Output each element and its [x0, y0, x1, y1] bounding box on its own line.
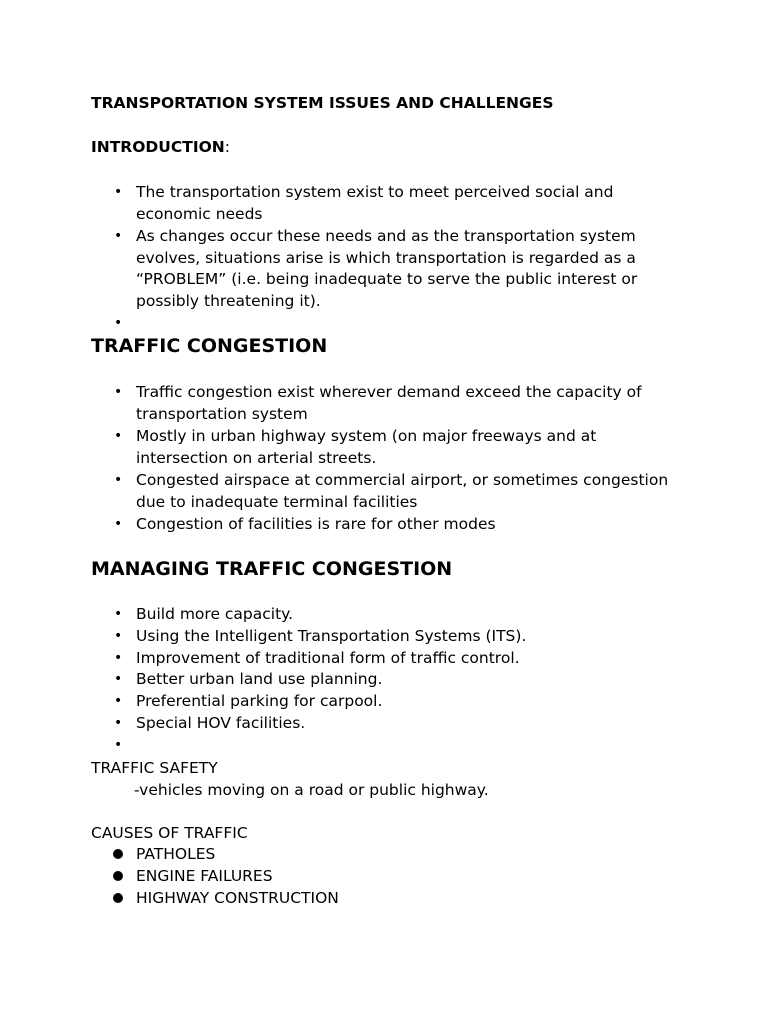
cause-item: PATHOLES [136, 845, 216, 863]
congestion-item-3-line-2: due to inadequate terminal facilities [136, 493, 418, 511]
cause-item: ENGINE FAILURES [136, 867, 273, 885]
intro-item-1-line-1: The transportation system exist to meet perceived social and [136, 183, 614, 201]
managing-item: Using the Intelligent Transportation Systems (ITS). [136, 627, 527, 645]
intro-item-2-line-4: possibly threatening it). [136, 292, 321, 310]
bullet-marker: • [114, 384, 123, 400]
bullet-marker: • [114, 428, 123, 444]
congestion-item-2-line-1: Mostly in urban highway system (on major freeways and at [136, 427, 597, 445]
traffic-safety-description: -vehicles moving on a road or public highway. [134, 781, 489, 799]
bullet-marker: • [114, 228, 123, 244]
bullet-marker: • [114, 628, 123, 644]
bullet-marker: • [114, 184, 123, 200]
empty-bullet-marker: • [114, 737, 123, 753]
congestion-item-4-line-1: Congestion of facilities is rare for other modes [136, 515, 496, 533]
congestion-item-2-line-2: intersection on arterial streets. [136, 449, 377, 467]
bullet-marker: • [114, 715, 123, 731]
bullet-marker: • [114, 516, 123, 532]
intro-item-2-line-2: evolves, situations arise is which transportation is regarded as a [136, 249, 636, 267]
bullet-marker: • [114, 472, 123, 488]
congestion-item-1-line-2: transportation system [136, 405, 308, 423]
bullet-disc-marker [113, 893, 123, 903]
traffic-congestion-heading: TRAFFIC CONGESTION [91, 335, 328, 357]
document-title: TRANSPORTATION SYSTEM ISSUES AND CHALLENGES [91, 94, 554, 112]
introduction-heading [91, 138, 230, 156]
cause-item: HIGHWAY CONSTRUCTION [136, 889, 339, 907]
intro-item-1-line-2: economic needs [136, 205, 263, 223]
managing-item: Build more capacity. [136, 605, 294, 623]
intro-item-2-line-1: As changes occur these needs and as the transportation system [136, 227, 636, 245]
managing-item: Special HOV facilities. [136, 714, 306, 732]
managing-item: Better urban land use planning. [136, 670, 383, 688]
intro-item-2-line-3: “PROBLEM” (i.e. being inadequate to serve the public interest or [136, 270, 638, 288]
bullet-marker: • [114, 650, 123, 666]
congestion-item-1-line-1: Traffic congestion exist wherever demand exceed the capacity of [136, 383, 642, 401]
managing-item: Improvement of traditional form of traffic control. [136, 649, 520, 667]
bullet-marker: • [114, 693, 123, 709]
introduction-heading-text: INTRODUCTION [91, 138, 225, 156]
empty-bullet-marker: • [114, 315, 123, 331]
bullet-disc-marker [113, 871, 123, 881]
traffic-safety-heading: TRAFFIC SAFETY [91, 759, 218, 777]
introduction-heading-colon: : [224, 138, 230, 156]
managing-item: Preferential parking for carpool. [136, 692, 383, 710]
bullet-marker: • [114, 671, 123, 687]
bullet-disc-marker [113, 849, 123, 859]
managing-congestion-heading: MANAGING TRAFFIC CONGESTION [91, 558, 453, 580]
bullet-marker: • [114, 606, 123, 622]
congestion-item-3-line-1: Congested airspace at commercial airport, or sometimes congestion [136, 471, 669, 489]
causes-heading: CAUSES OF TRAFFIC [91, 824, 248, 842]
